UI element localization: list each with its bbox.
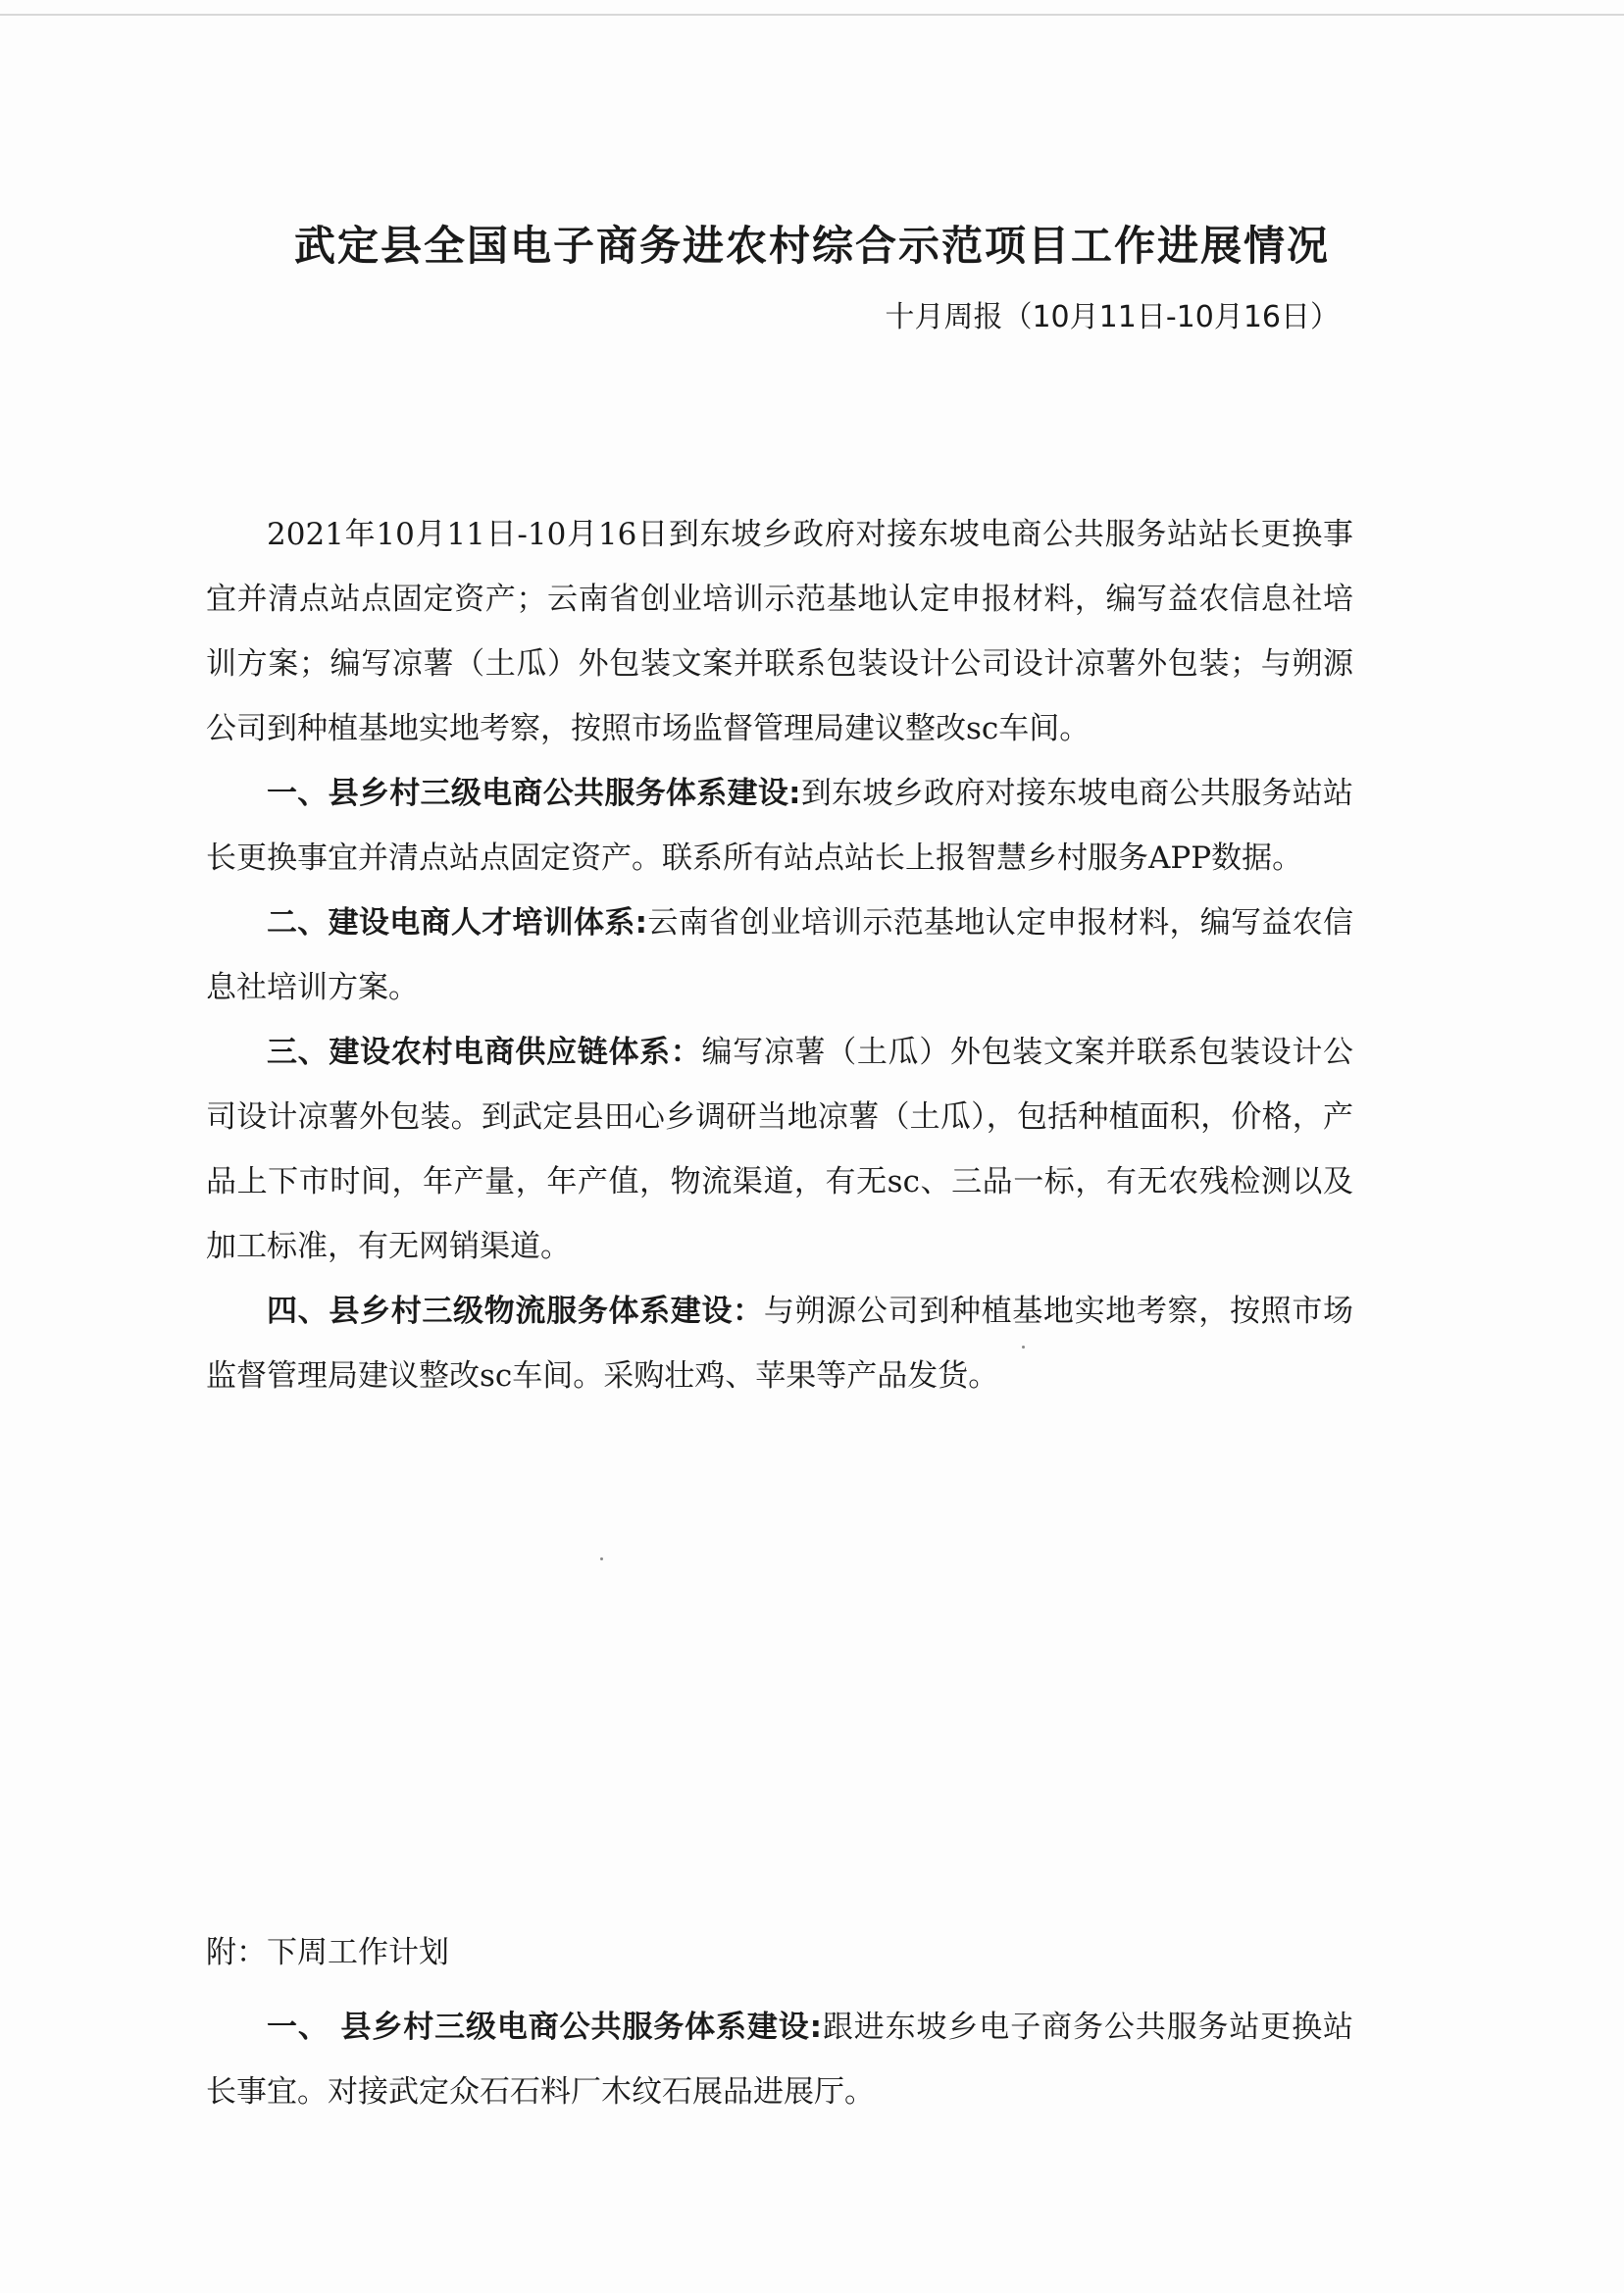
- document-subtitle: 十月周报（10月11日-10月16日）: [885, 300, 1340, 334]
- document-title: 武定县全国电子商务进农村综合示范项目工作进展情况: [293, 222, 1330, 270]
- scan-top-edge: [0, 14, 1624, 16]
- section-heading-3: 三、建设农村电商供应链体系：: [267, 1035, 702, 1070]
- section-heading-2: 二、建设电商人才培训体系:: [267, 905, 648, 941]
- summary-paragraph: 2021年10月11日-10月16日到东坡乡政府对接东坡电商公共服务站站长更换事宜并清点站点固定资产；云南省创业培训示范基地认定申报材料，编写益农信息社培训方案；编写凉薯（土瓜）外包装文案并联系包装设计公司设计凉薯外包装；与朔源公司到种植基地实地考察，按照市场监督管理局建议整改sc车间。: [206, 517, 1353, 746]
- appendix-item-text-1: 跟进东坡乡电子商务公共服务站更换站长事宜。对接武定众石石料厂木纹石展品进展厅。: [206, 2010, 1353, 2110]
- section-text-2: 云南省创业培训示范基地认定申报材料，编写益农信息社培训方案。: [206, 905, 1353, 1005]
- section-paragraph-3: [206, 1020, 1353, 1279]
- section-paragraph-1: [206, 761, 1353, 891]
- appendix-block: [206, 1920, 1353, 2124]
- appendix-title: 附：下周工作计划: [206, 1935, 449, 1970]
- scan-speck: [1022, 1346, 1025, 1349]
- section-paragraph-4: [206, 1279, 1353, 1408]
- section-heading-4: 四、县乡村三级物流服务体系建设：: [267, 1294, 764, 1329]
- section-paragraph-2: [206, 891, 1353, 1020]
- section-text-1: 到东坡乡政府对接东坡电商公共服务站站长更换事宜并清点站点固定资产。联系所有站点站长上报智慧乡村服务APP数据。: [206, 776, 1353, 876]
- scan-speck: [600, 1557, 603, 1560]
- appendix-item-heading-1: 一、 县乡村三级电商公共服务体系建设:: [267, 2010, 823, 2045]
- section-text-4: 与朔源公司到种植基地实地考察，按照市场监督管理局建议整改sc车间。采购壮鸡、苹果等产品发货。: [206, 1294, 1354, 1394]
- section-text-3: 编写凉薯（土瓜）外包装文案并联系包装设计公司设计凉薯外包装。到武定县田心乡调研当地凉薯（土瓜），包括种植面积，价格，产品上下市时间，年产量，年产值，物流渠道，有无sc、三品一标，有无农残检测以及加工标准，有无网销渠道。: [206, 1035, 1354, 1264]
- section-heading-1: 一、县乡村三级电商公共服务体系建设:: [267, 776, 801, 811]
- document-body: [206, 502, 1353, 1408]
- appendix-item-1: [206, 1995, 1353, 2124]
